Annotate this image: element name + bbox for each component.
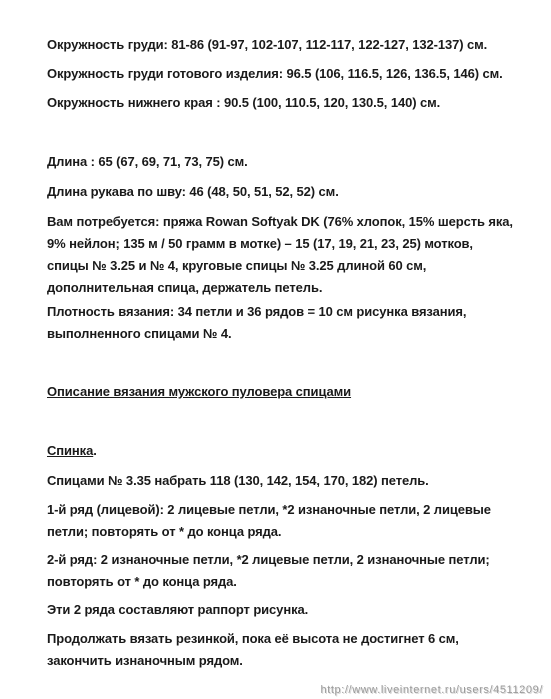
sleeve-length: Длина рукава по шву: 46 (48, 50, 51, 52, 52) см. — [47, 184, 339, 199]
chest-size: Окружность груди: 81-86 (91-97, 102-107, 112-117, 122-127, 132-137) см. — [47, 37, 488, 52]
watermark-url: http://www.liveinternet.ru/users/4511209/ — [320, 684, 543, 696]
bottom-edge-size: Окружность нижнего края : 90.5 (100, 110.5, 120, 130.5, 140) см. — [47, 95, 441, 110]
gauge-paragraph: Плотность вязания: 34 петли и 36 рядов = 10 см рисунка вязания, выполненного спицами № 4. — [47, 304, 467, 341]
section-title — [47, 381, 517, 403]
back-heading-period: . — [93, 443, 97, 458]
repeat-instruction: Эти 2 ряда составляют раппорт рисунка. — [47, 602, 309, 617]
finished-chest-size: Окружность груди готового изделия: 96.5 (106, 116.5, 126, 136.5, 146) см. — [47, 66, 503, 81]
row-1-instruction: 1-й ряд (лицевой): 2 лицевые петли, *2 изнаночные петли, 2 лицевые петли; повторять от * до конца ряда. — [47, 502, 491, 539]
continue-instruction: Продолжать вязать резинкой, пока её высота не достигнет 6 см, закончить изнаночным рядом. — [47, 631, 459, 668]
row-2-instruction: 2-й ряд: 2 изнаночные петли, *2 лицевые петли, 2 изнаночные петли; повторять от * до конца ряда. — [47, 552, 490, 589]
section-title-text: Описание вязания мужского пуловера спицами — [47, 384, 352, 399]
length-size: Длина : 65 (67, 69, 71, 73, 75) см. — [47, 154, 248, 169]
materials-paragraph: Вам потребуется: пряжа Rowan Softyak DK (76% хлопок, 15% шерсть яка, 9% нейлон; 135 м / 50 грамм в мотке) – 15 (17, 19, 21, 23, 25) мотков, спицы № 3.25 и № 4, круговые спицы № 3.25 длиной 60 см, дополнительная спица, держатель петель. — [47, 214, 513, 295]
cast-on-instruction: Спицами № 3.35 набрать 118 (130, 142, 154, 170, 182) петель. — [47, 473, 429, 488]
back-heading-text: Спинка — [47, 443, 94, 458]
back-heading — [47, 440, 517, 462]
